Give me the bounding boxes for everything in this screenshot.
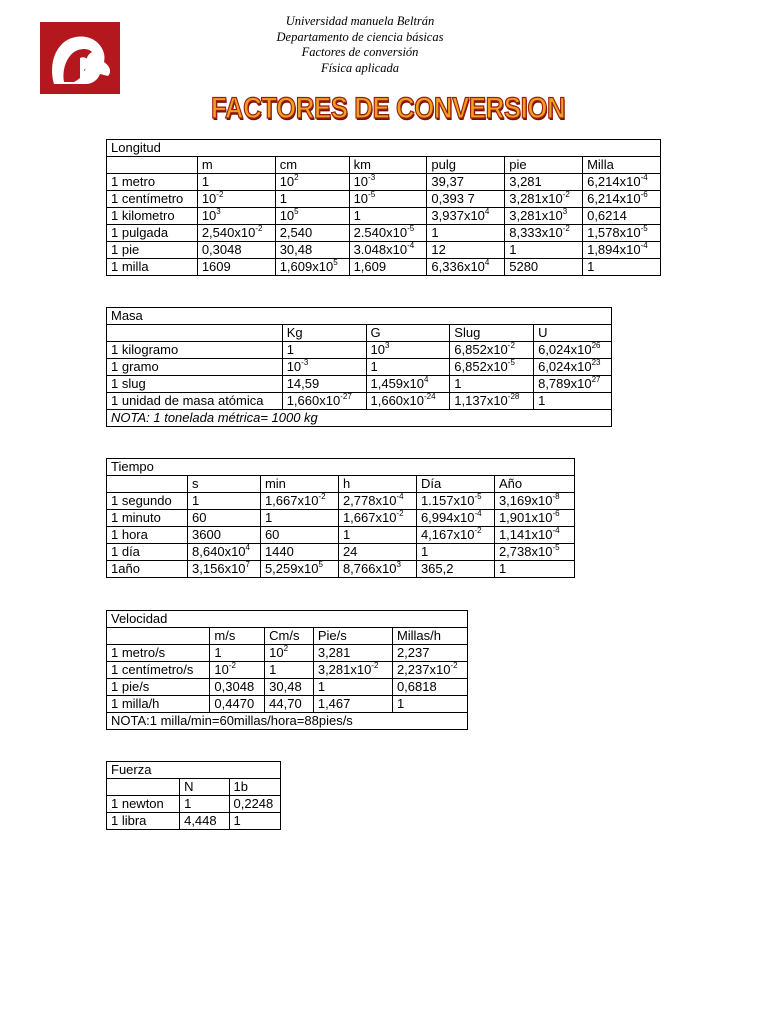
table-cell: 1 [197, 174, 275, 191]
page-title: FACTORES DE CONVERSION [211, 92, 566, 125]
table-row [107, 544, 575, 561]
row-label: 1 libra [107, 813, 180, 830]
table-cell: 1 [349, 208, 427, 225]
table-cell: 60 [188, 510, 261, 527]
row-label: 1 metro/s [107, 645, 210, 662]
table-cell: 3600 [188, 527, 261, 544]
subject-topic: Factores de conversión [301, 45, 419, 59]
table-cell: 1 [275, 191, 349, 208]
table-row [107, 645, 468, 662]
column-header: h [338, 476, 416, 493]
row-label: 1 pulgada [107, 225, 198, 242]
table-cell: $10^{-3}$ [282, 359, 366, 376]
column-header [107, 476, 188, 493]
table-header-row [107, 476, 575, 493]
row-label: 1 newton [107, 796, 180, 813]
column-header: m [197, 157, 275, 174]
fuerza-caption: Fuerza [107, 762, 281, 779]
row-label: 1 kilometro [107, 208, 198, 225]
course-name: Física aplicada [320, 60, 400, 75]
tiempo-caption: Tiempo [107, 459, 575, 476]
table-header-row [107, 157, 661, 174]
table-cell: 1 [282, 342, 366, 359]
table-cell: 3,281 [505, 174, 583, 191]
university-logo-icon [40, 22, 120, 94]
row-label: 1 metro [107, 174, 198, 191]
column-header [107, 325, 283, 342]
table-cell: 2,237 [392, 645, 467, 662]
table-cell: $1.157x10^{-5}$ [416, 493, 494, 510]
table-cell: 30,48 [275, 242, 349, 259]
table-row [107, 342, 612, 359]
fuerza-table [106, 761, 281, 830]
table-cell: 0,4470 [210, 696, 265, 713]
velocidad-note: NOTA:1 milla/min=60millas/hora=88pies/s [107, 713, 468, 730]
row-label: 1 minuto [107, 510, 188, 527]
table-cell: $6,852x10^{-2}$ [450, 342, 534, 359]
table-cell: $1,901x10^{-6}$ [494, 510, 574, 527]
velocidad-caption: Velocidad [107, 611, 468, 628]
table-cell: 1 [366, 359, 450, 376]
table-row [107, 259, 661, 276]
column-header: U [534, 325, 612, 342]
column-header: pulg [427, 157, 505, 174]
table-cell: $1,609x10^5$ [275, 259, 349, 276]
table-cell: $1,894x10^{-4}$ [583, 242, 661, 259]
row-label: 1 pie [107, 242, 198, 259]
masa-caption: Masa [107, 308, 612, 325]
table-cell: 0,3048 [197, 242, 275, 259]
table-cell: $8,640x10^4$ [188, 544, 261, 561]
table-cell: $1,459x10^4$ [366, 376, 450, 393]
velocidad-table [106, 610, 468, 730]
table-cell: 60 [260, 527, 338, 544]
column-header [107, 157, 198, 174]
column-header: m/s [210, 628, 265, 645]
table-cell: $6,024x10^{23}$ [534, 359, 612, 376]
table-row [107, 813, 281, 830]
table-cell: $10^{-2}$ [197, 191, 275, 208]
table-cell: 39,37 [427, 174, 505, 191]
table-cell: 0,2248 [229, 796, 281, 813]
column-header: pie [505, 157, 583, 174]
table-header-row [107, 628, 468, 645]
table-cell: $10^3$ [197, 208, 275, 225]
table-cell: 1 [188, 493, 261, 510]
column-header: km [349, 157, 427, 174]
table-cell: 14,59 [282, 376, 366, 393]
table-row [107, 225, 661, 242]
table-cell: $3.048x10^{-4}$ [349, 242, 427, 259]
table-cell: 1 [313, 679, 392, 696]
table-cell: 1 [505, 242, 583, 259]
masa-table [106, 307, 612, 427]
table-row [107, 242, 661, 259]
table-cell: $1,141x10^{-4}$ [494, 527, 574, 544]
table-cell: 1 [229, 813, 281, 830]
row-label: 1 milla [107, 259, 198, 276]
column-header: Milla [583, 157, 661, 174]
row-label: 1 segundo [107, 493, 188, 510]
department-name: Departamento de ciencia básicas [276, 29, 444, 44]
table-cell: 5280 [505, 259, 583, 276]
table-cell: $6,994x10^{-4}$ [416, 510, 494, 527]
table-cell: $3,281x10^{-2}$ [313, 662, 392, 679]
table-header-row [107, 325, 612, 342]
table-cell: $10^{-3}$ [349, 174, 427, 191]
table-cell: $1,660x10^{-24}$ [366, 393, 450, 410]
table-cell: $2,237x10^{-2}$ [392, 662, 467, 679]
table-row [107, 493, 575, 510]
table-cell: $4,167x10^{-2}$ [416, 527, 494, 544]
column-header: G [366, 325, 450, 342]
table-cell: $6,214x10^{-4}$ [583, 174, 661, 191]
table-row [107, 208, 661, 225]
table-cell: 1440 [260, 544, 338, 561]
column-header [107, 628, 210, 645]
tiempo-table [106, 458, 575, 578]
table-row [107, 191, 661, 208]
row-label: 1 kilogramo [107, 342, 283, 359]
column-header: Millas/h [392, 628, 467, 645]
table-cell: 3,281 [313, 645, 392, 662]
table-cell: 0,6818 [392, 679, 467, 696]
table-cell: 0,3048 [210, 679, 265, 696]
table-cell: $8,333x10^{-2}$ [505, 225, 583, 242]
table-cell: $3,281x10^3$ [505, 208, 583, 225]
column-header: Kg [282, 325, 366, 342]
row-label: 1 gramo [107, 359, 283, 376]
table-row [107, 174, 661, 191]
longitud-caption: Longitud [107, 140, 661, 157]
table-cell: $1,137x10^{-28}$ [450, 393, 534, 410]
table-cell: $6,336x10^4$ [427, 259, 505, 276]
column-header [107, 779, 180, 796]
table-row [107, 393, 612, 410]
table-cell: 2,540 [275, 225, 349, 242]
university-name: Universidad manuela Beltrán [285, 14, 435, 28]
column-header: s [188, 476, 261, 493]
table-cell: 1 [260, 510, 338, 527]
table-cell: 0,393 7 [427, 191, 505, 208]
table-cell: $3,937x10^4$ [427, 208, 505, 225]
row-label: 1 centímetro/s [107, 662, 210, 679]
table-cell: 30,48 [265, 679, 314, 696]
column-header: 1b [229, 779, 281, 796]
document-header [200, 14, 520, 76]
table-row [107, 359, 612, 376]
table-row [107, 796, 281, 813]
table-cell: 1 [583, 259, 661, 276]
table-cell: 44,70 [265, 696, 314, 713]
table-cell: $2,540x10^{-2}$ [197, 225, 275, 242]
column-header: N [180, 779, 229, 796]
row-label: 1 slug [107, 376, 283, 393]
table-cell: $3,281x10^{-2}$ [505, 191, 583, 208]
row-label: 1 unidad de masa atómica [107, 393, 283, 410]
table-row [107, 527, 575, 544]
table-cell: $1,660x10^{-27}$ [282, 393, 366, 410]
table-cell: $6,024x10^{26}$ [534, 342, 612, 359]
table-cell: $10^5$ [275, 208, 349, 225]
row-label: 1año [107, 561, 188, 578]
table-row [107, 696, 468, 713]
table-cell: 1,609 [349, 259, 427, 276]
column-header: Año [494, 476, 574, 493]
row-label: 1 pie/s [107, 679, 210, 696]
table-header-row [107, 779, 281, 796]
column-header: Pie/s [313, 628, 392, 645]
longitud-table [106, 139, 661, 276]
table-cell: $2,778x10^{-4}$ [338, 493, 416, 510]
column-header: Cm/s [265, 628, 314, 645]
table-cell: 12 [427, 242, 505, 259]
table-row [107, 376, 612, 393]
column-header: min [260, 476, 338, 493]
row-label: 1 milla/h [107, 696, 210, 713]
table-cell: $6,852x10^{-5}$ [450, 359, 534, 376]
table-cell: 0,6214 [583, 208, 661, 225]
table-cell: $1,667x10^{-2}$ [260, 493, 338, 510]
table-cell: 1 [338, 527, 416, 544]
table-row [107, 662, 468, 679]
table-cell: $1,578x10^{-5}$ [583, 225, 661, 242]
row-label: 1 hora [107, 527, 188, 544]
table-cell: $3,156x10^7$ [188, 561, 261, 578]
table-cell: $10^{-5}$ [349, 191, 427, 208]
table-cell: $10^{-2}$ [210, 662, 265, 679]
column-header: Día [416, 476, 494, 493]
table-cell: 365,2 [416, 561, 494, 578]
table-cell: 24 [338, 544, 416, 561]
table-cell: 1 [416, 544, 494, 561]
row-label: 1 centímetro [107, 191, 198, 208]
table-cell: 1609 [197, 259, 275, 276]
table-cell: 1 [427, 225, 505, 242]
table-cell: 1 [180, 796, 229, 813]
table-cell: 1 [494, 561, 574, 578]
table-cell: $5,259x10^5$ [260, 561, 338, 578]
table-cell: 1 [534, 393, 612, 410]
table-cell: 1 [450, 376, 534, 393]
table-cell: $2.540x10^{-5}$ [349, 225, 427, 242]
table-cell: 4,448 [180, 813, 229, 830]
table-cell: 1 [265, 662, 314, 679]
table-cell: $6,214x10^{-6}$ [583, 191, 661, 208]
masa-note: NOTA: 1 tonelada métrica= 1000 kg [107, 410, 612, 427]
table-cell: $8,789x10^{27}$ [534, 376, 612, 393]
table-cell: $2,738x10^{-5}$ [494, 544, 574, 561]
row-label: 1 día [107, 544, 188, 561]
table-cell: $10^3$ [366, 342, 450, 359]
table-row [107, 561, 575, 578]
table-cell: $10^2$ [265, 645, 314, 662]
column-header: cm [275, 157, 349, 174]
table-cell: $1,667x10^{-2}$ [338, 510, 416, 527]
table-cell: 1 [210, 645, 265, 662]
table-cell: $3,169x10^{-8}$ [494, 493, 574, 510]
table-row [107, 679, 468, 696]
column-header: Slug [450, 325, 534, 342]
table-cell: 1 [392, 696, 467, 713]
table-cell: $10^2$ [275, 174, 349, 191]
table-cell: 1,467 [313, 696, 392, 713]
table-cell: $8,766x10^3$ [338, 561, 416, 578]
table-row [107, 510, 575, 527]
